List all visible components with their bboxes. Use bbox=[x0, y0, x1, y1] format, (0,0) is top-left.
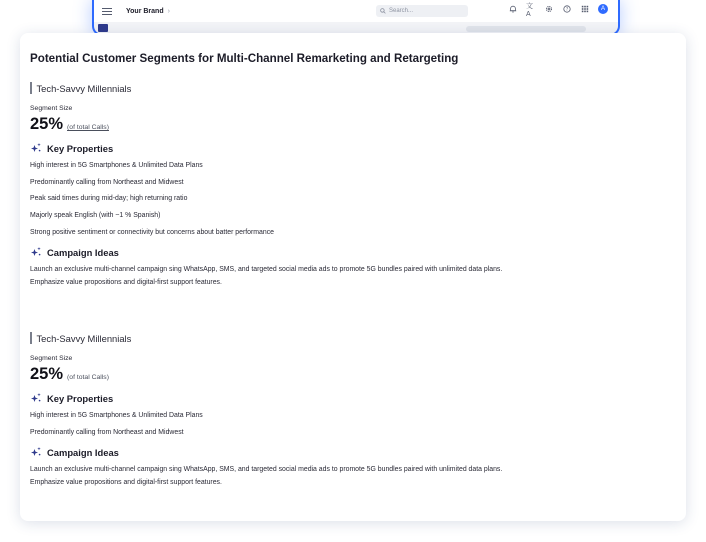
segment-size-note: (of total Calls) bbox=[67, 374, 109, 381]
segment-card bbox=[30, 332, 670, 489]
sparkle-icon bbox=[30, 392, 42, 404]
card-title: Potential Customer Segments for Multi-Channel Remarketing and Retargeting bbox=[30, 52, 459, 65]
sparkle-icon bbox=[30, 446, 42, 458]
segment-heading-bar bbox=[30, 332, 32, 344]
key-property-item: High interest in 5G Smartphones & Unlimited Data Plans bbox=[30, 412, 203, 419]
apps-grid-icon[interactable] bbox=[580, 4, 590, 14]
user-avatar[interactable]: A bbox=[598, 4, 608, 14]
segment-size-note-link[interactable]: (of total Calls) bbox=[67, 124, 109, 131]
sidebar-app-icon[interactable] bbox=[98, 24, 108, 32]
segment-size-row bbox=[30, 365, 670, 384]
bell-icon[interactable] bbox=[508, 4, 518, 14]
key-property-item: Predominantly calling from Northeast and Midwest bbox=[30, 178, 184, 186]
app-topbar bbox=[94, 0, 618, 22]
key-properties-title: Key Properties bbox=[47, 142, 114, 154]
key-properties-title: Key Properties bbox=[47, 392, 114, 404]
campaign-ideas-text bbox=[30, 464, 670, 489]
campaign-line: Launch an exclusive multi-channel campaign sing WhatsApp, SMS, and targeted social media ads to promote 5G bundles paired with unlimited data plans. bbox=[30, 266, 503, 274]
segment-heading bbox=[30, 82, 670, 94]
segment-size-row bbox=[30, 115, 670, 134]
key-properties-heading bbox=[30, 142, 670, 154]
background-app-window bbox=[92, 0, 620, 36]
search-placeholder: Search... bbox=[389, 8, 414, 14]
key-property-item: Peak said times during mid-day; high returning ratio bbox=[30, 195, 188, 203]
segment-name: Tech-Savvy Millennials bbox=[36, 332, 132, 344]
campaign-ideas-heading bbox=[30, 246, 670, 258]
segment-card bbox=[30, 82, 670, 289]
segment-name: Tech-Savvy Millennials bbox=[36, 82, 132, 94]
campaign-line: Emphasize value propositions and digital-first support features. bbox=[30, 278, 222, 286]
campaign-ideas-title: Campaign Ideas bbox=[47, 246, 119, 258]
segments-card bbox=[20, 33, 686, 521]
chevron-right-icon: › bbox=[167, 7, 170, 15]
sparkle-icon bbox=[30, 246, 42, 258]
hamburger-menu-icon[interactable] bbox=[102, 8, 112, 15]
key-properties-list bbox=[30, 410, 670, 443]
search-icon bbox=[380, 8, 386, 14]
key-property-item: Strong positive sentiment or connectivity but concerns about batter performance bbox=[30, 228, 274, 236]
campaign-line: Launch an exclusive multi-channel campaign sing WhatsApp, SMS, and targeted social media ads to promote 5G bundles paired with unlimited data plans. bbox=[30, 466, 503, 474]
brand-name[interactable]: Your Brand bbox=[126, 7, 164, 15]
segment-size-value: 25% bbox=[30, 365, 64, 383]
key-properties-heading bbox=[30, 392, 670, 404]
svg-text:?: ? bbox=[565, 7, 569, 13]
gear-icon[interactable] bbox=[544, 4, 554, 14]
key-properties-list bbox=[30, 160, 670, 243]
app-placeholder-bar bbox=[466, 26, 586, 32]
segment-heading bbox=[30, 332, 670, 344]
campaign-line: Emphasize value propositions and digital-first support features. bbox=[30, 478, 222, 486]
search-input[interactable] bbox=[376, 5, 468, 17]
campaign-ideas-heading bbox=[30, 446, 670, 458]
key-property-item: Majorly speak English (with ~1 % Spanish) bbox=[30, 212, 161, 220]
key-property-item: Predominantly calling from Northeast and Midwest bbox=[30, 428, 184, 436]
sparkle-icon bbox=[30, 142, 42, 154]
help-icon[interactable] bbox=[562, 4, 572, 14]
key-property-item: High interest in 5G Smartphones & Unlimited Data Plans bbox=[30, 162, 203, 169]
campaign-ideas-text bbox=[30, 264, 670, 289]
translate-icon[interactable]: 文A bbox=[526, 2, 533, 18]
segment-heading-bar bbox=[30, 82, 32, 94]
segment-size-label: Segment Size bbox=[30, 105, 73, 112]
campaign-ideas-title: Campaign Ideas bbox=[47, 446, 119, 458]
topbar-icons bbox=[508, 2, 608, 18]
segment-size-label: Segment Size bbox=[30, 355, 73, 362]
segment-size-value: 25% bbox=[30, 115, 64, 133]
